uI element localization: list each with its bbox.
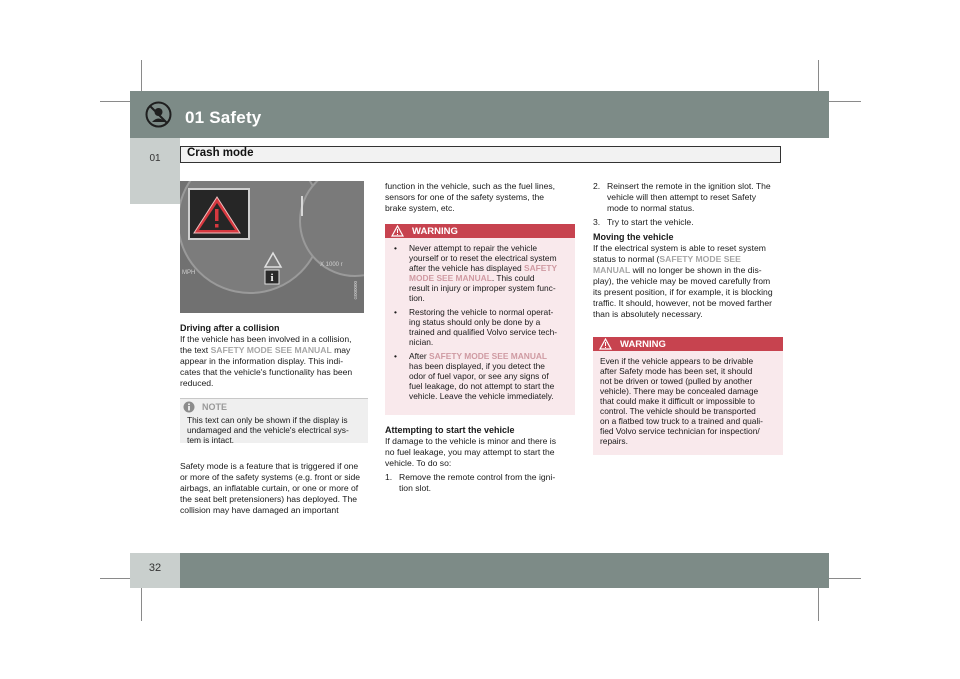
warning-item	[385, 243, 571, 303]
text-line	[593, 254, 785, 265]
text-line: If the electrical system is able to reset system	[593, 243, 766, 253]
column-3	[593, 181, 785, 320]
display-message: MODE SEE MANUAL	[409, 273, 492, 283]
text-line: fied Volvo service technician for inspection/	[600, 426, 760, 436]
text-line	[409, 351, 571, 361]
step-number: 1.	[385, 472, 393, 482]
text-line: vehicle. Leave the vehicle immediately.	[409, 391, 554, 401]
warning-body	[600, 356, 782, 446]
text-span: status to normal (	[593, 254, 660, 264]
text-line: • Never attempt to repair the vehicle	[409, 243, 538, 253]
steps-list-continued	[593, 181, 785, 228]
text-line	[409, 273, 571, 283]
warning-box-2	[593, 337, 783, 455]
text-span: may	[331, 345, 351, 355]
warning-box-1	[385, 224, 575, 415]
text-line: Remove the remote control from the igni-	[399, 472, 556, 482]
page-number: 32	[148, 562, 162, 574]
text-line: trained and qualified Volvo service tech-	[409, 327, 558, 337]
section-title-box	[180, 146, 781, 163]
text-line: collision may have damaged an important	[180, 505, 339, 515]
step-item	[385, 472, 577, 494]
column-1	[180, 323, 370, 389]
heading-moving-the-vehicle: Moving the vehicle	[593, 232, 674, 242]
text-line: or more of the safety systems (e.g. front or side	[180, 472, 361, 482]
text-line: Safety mode is a feature that is triggered if one	[180, 461, 359, 471]
text-line: function in the vehicle, such as the fuel lines,	[385, 181, 556, 191]
instrument-panel-illustration	[180, 181, 364, 313]
text-line: no fuel leakage, you may attempt to start the	[385, 447, 555, 457]
warning-triangle-icon	[391, 225, 404, 237]
text-line: undamaged and the vehicle's electrical sys-	[187, 425, 349, 435]
instrument-panel-figure	[180, 181, 364, 313]
chapter-side-tab	[130, 138, 180, 204]
heading-driving-after-collision: Driving after a collision	[180, 323, 280, 333]
column-1-lower	[180, 461, 370, 516]
note-label: NOTE	[202, 402, 228, 412]
text-line: mode to normal status.	[607, 203, 695, 213]
text-span: after the vehicle has displayed	[409, 263, 524, 273]
text-line: reduced.	[180, 378, 214, 388]
text-line: tem is intact.	[187, 435, 235, 445]
text-line: after Safety mode has been set, it should	[600, 366, 753, 376]
text-span: After	[409, 351, 430, 361]
text-line: nician.	[409, 337, 434, 347]
text-line	[593, 265, 785, 276]
text-line: vehicle will then attempt to reset Safety	[607, 192, 757, 202]
gauge-label-mph: MPH	[182, 270, 196, 276]
text-line: brake system, etc.	[385, 203, 455, 213]
note-body	[187, 415, 367, 445]
no-smoking-safety-icon	[145, 101, 172, 128]
text-line: vehicle. To do so:	[385, 458, 452, 468]
text-line: repairs.	[600, 436, 628, 446]
step-item	[593, 181, 785, 214]
figure-code: G000000	[353, 281, 358, 300]
text-line: Try to start the vehicle.	[607, 217, 694, 227]
heading-attempting-to-start: Attempting to start the vehicle	[385, 425, 515, 435]
warning-label: WARNING	[412, 226, 458, 237]
text-line: cates that the vehicle's functionality has been	[180, 367, 353, 377]
text-line: tion.	[409, 293, 425, 303]
text-line: not be driven or towed (pulled by another	[600, 376, 753, 386]
text-line: If damage to the vehicle is minor and there is	[385, 436, 557, 446]
text-line: vehicle). There may be concealed damage	[600, 386, 759, 396]
text-line: the seat belt pretensioners) has deployed. The	[180, 494, 358, 504]
warning-triangle-icon	[599, 338, 612, 350]
chapter-title: 01 Safety	[185, 108, 262, 127]
text-line: its present position, if for example, it is blocking	[593, 287, 773, 297]
chapter-tab-number: 01	[149, 153, 161, 164]
warning-header	[593, 337, 783, 351]
text-line: Even if the vehicle appears to be drivable	[600, 356, 754, 366]
svg-text:i: i	[270, 272, 274, 284]
text-line: that could make it difficult or impossible to	[600, 396, 755, 406]
display-message: SAFETY MODE SEE MANUAL	[429, 351, 548, 361]
text-line: play), the vehicle may be moved carefully from	[593, 276, 771, 286]
text-line: If the vehicle has been involved in a collision,	[180, 334, 352, 344]
text-span: the text	[180, 345, 211, 355]
text-line: than is absolutely necessary.	[593, 309, 703, 319]
text-line: result in injury or improper system func-	[409, 283, 556, 293]
text-span: will no longer be shown in the dis-	[630, 265, 762, 275]
text-line: airbags, an inflatable curtain, or one or more of	[180, 483, 359, 493]
warning-label: WARNING	[620, 339, 666, 350]
section-title: Crash mode	[187, 147, 254, 159]
text-line: Reinsert the remote in the ignition slot. The	[607, 181, 771, 191]
info-icon	[183, 401, 195, 413]
text-line: yourself or to reset the electrical system	[409, 253, 557, 263]
footer-band	[180, 553, 829, 588]
text-line: tion slot.	[399, 483, 432, 493]
display-message: SAFETY	[524, 263, 558, 273]
display-message: SAFETY MODE SEE	[659, 254, 741, 264]
column-2	[385, 181, 575, 214]
text-span: . This could	[491, 273, 535, 283]
text-line: • Restoring the vehicle to normal operat-	[409, 307, 554, 317]
text-line: sensors for one of the safety systems, the	[385, 192, 545, 202]
text-line: ing status should only be done by a	[409, 317, 541, 327]
text-line: on a flatbed tow truck to a trained and quali-	[600, 416, 763, 426]
step-item	[593, 217, 785, 228]
warning-item	[385, 351, 571, 401]
text-line	[180, 345, 370, 356]
warning-header	[385, 224, 575, 238]
text-line: This text can only be shown if the display is	[187, 415, 348, 425]
text-line	[409, 263, 571, 273]
display-message: MANUAL	[593, 265, 631, 275]
note-box	[180, 398, 368, 443]
text-line: has been displayed, if you detect the	[409, 361, 545, 371]
steps-list	[385, 472, 577, 494]
step-number: 3.	[593, 217, 601, 227]
text-line: traffic. It should, however, not be moved farther	[593, 298, 772, 308]
text-line: odor of fuel vapor, or see any signs of	[409, 371, 549, 381]
text-line: fuel leakage, do not attempt to start the	[409, 381, 555, 391]
text-line: control. The vehicle should be transported	[600, 406, 756, 416]
warning-item	[385, 307, 571, 347]
column-2-lower	[385, 425, 577, 497]
note-header	[180, 398, 368, 413]
display-message: SAFETY MODE SEE MANUAL	[210, 345, 332, 355]
step-number: 2.	[593, 181, 601, 191]
gauge-label-rpm: X 1000 r	[320, 262, 343, 268]
text-line: appear in the information display. This indi-	[180, 356, 344, 366]
warning-body	[385, 243, 571, 405]
